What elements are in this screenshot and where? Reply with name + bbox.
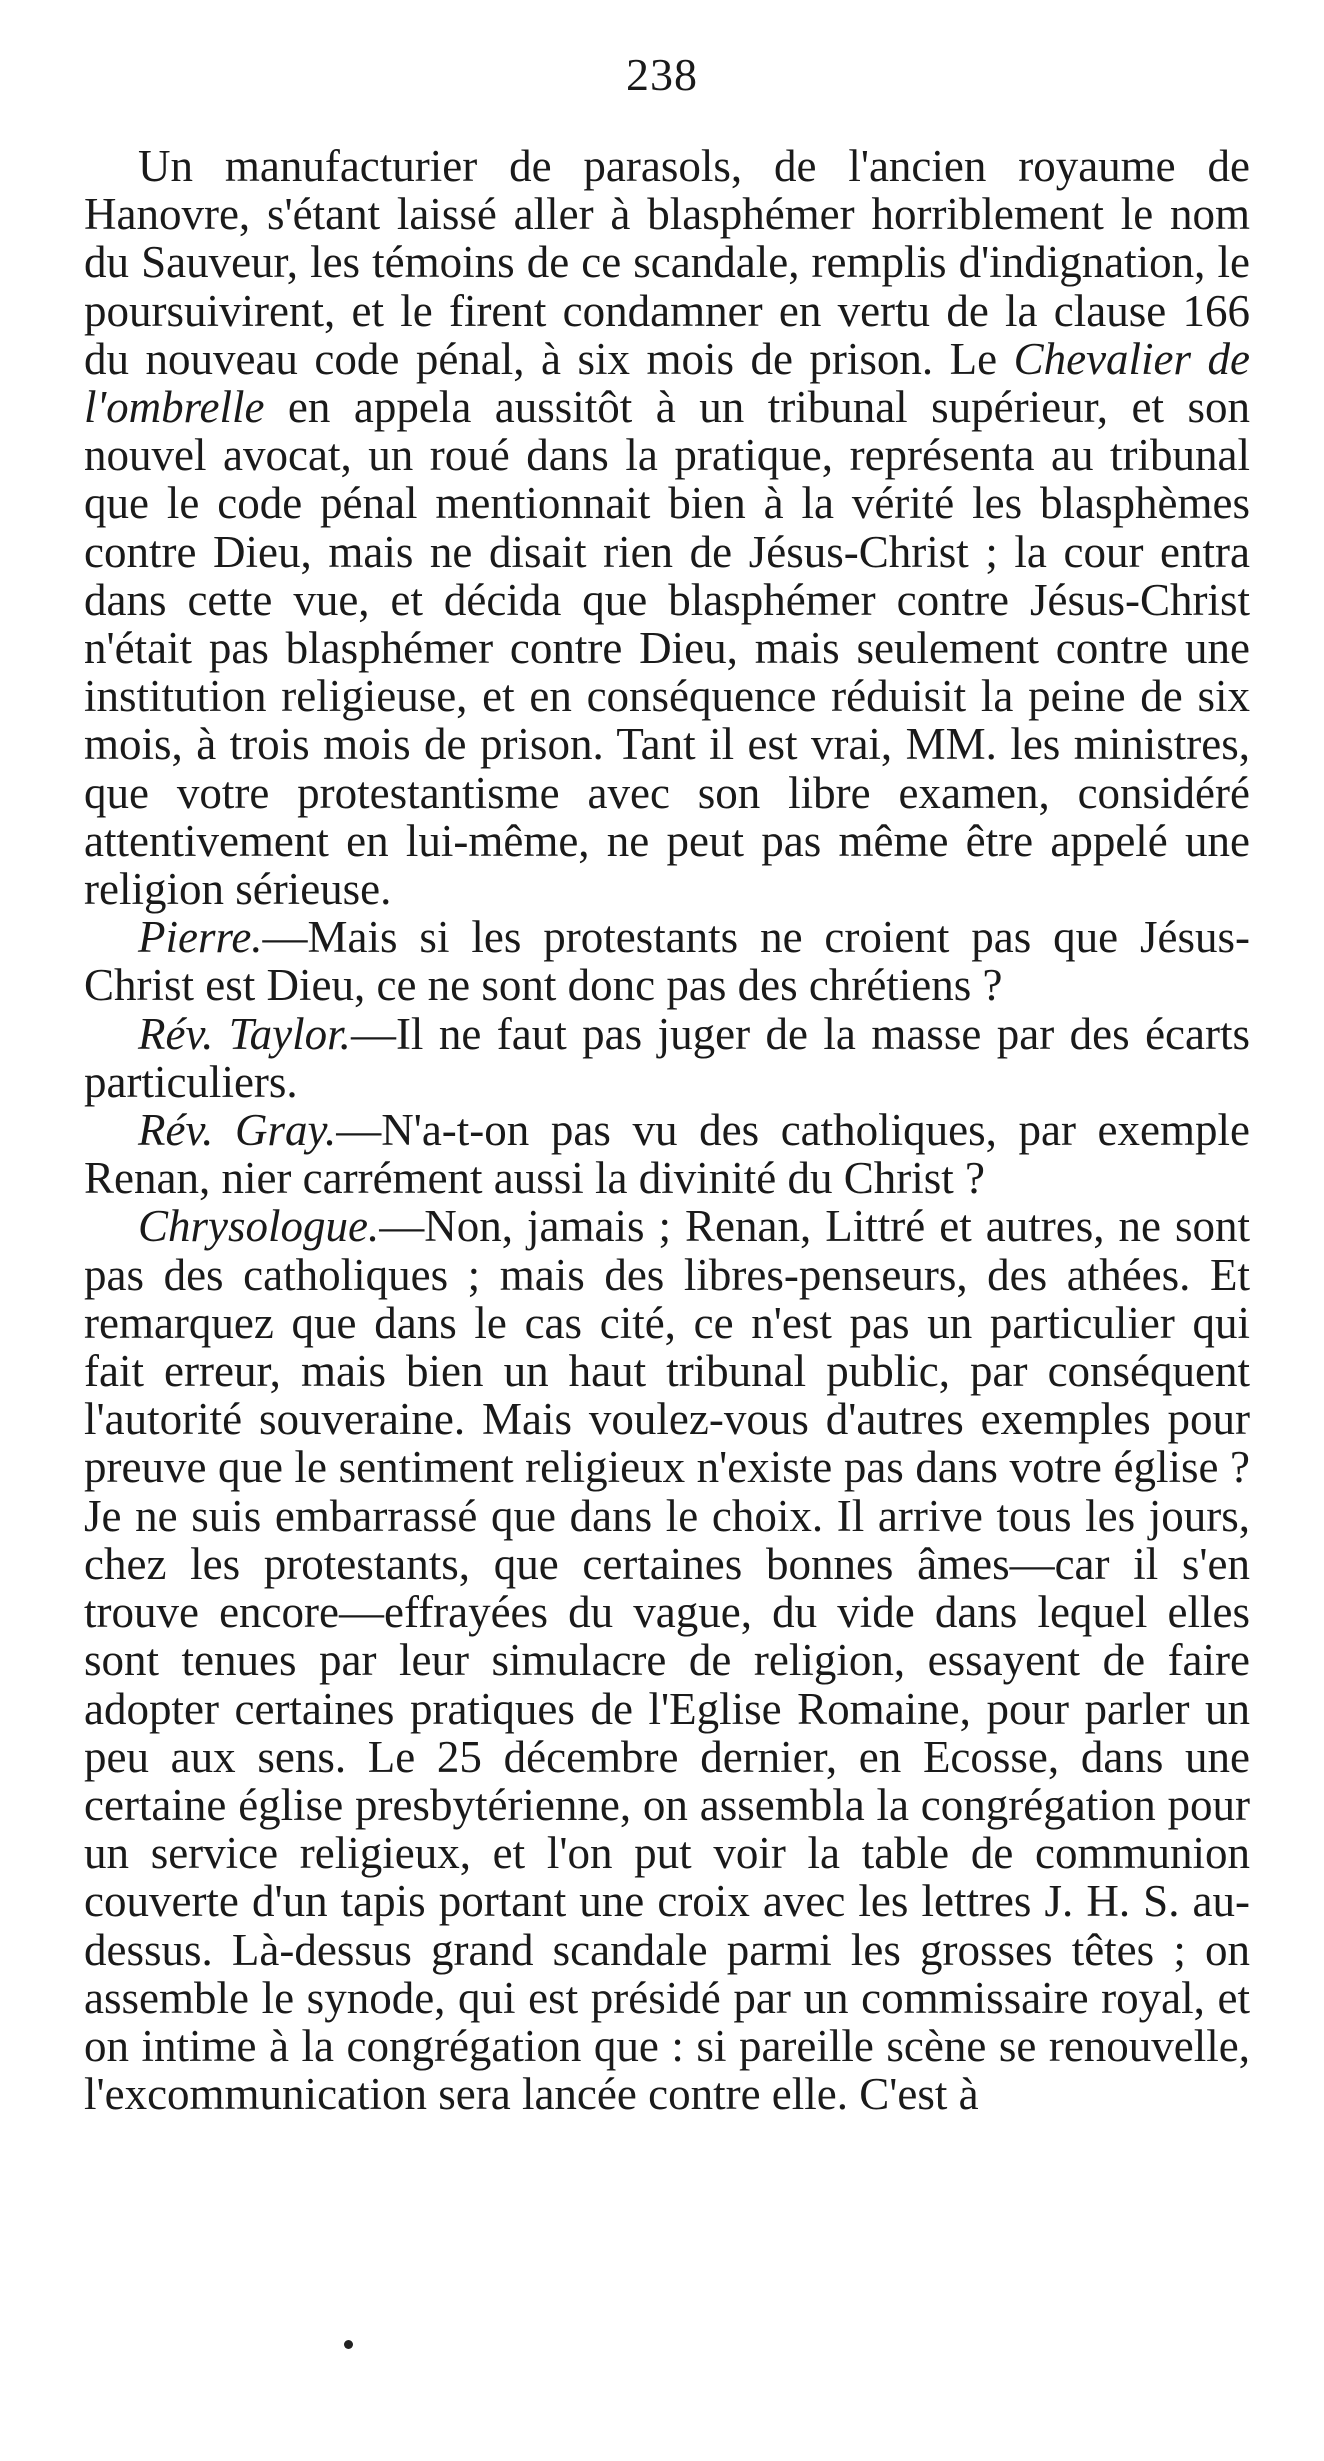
dialogue-text: —Il ne faut pas juger de la masse par des écarts particuliers. [84,1008,1250,1107]
paragraph-pierre [84,913,1250,1009]
speaker-name: Rév. Gray. [138,1105,337,1156]
page-body [84,142,1250,2118]
ink-dot-mark [344,2340,353,2349]
page-number: 238 [626,49,698,100]
speaker-name: Pierre. [138,912,263,963]
speaker-name: Chrysologue. [138,1201,380,1252]
paragraph-rev-taylor [84,1010,1250,1106]
speaker-name: Rév. Taylor. [138,1008,351,1059]
dialogue-text: —Mais si les protestants ne croient pas que Jésus-Christ est Dieu, ce ne sont donc pas des chrétiens ? [84,912,1250,1011]
paragraph-rev-gray [84,1106,1250,1202]
paragraph-chrysologue [84,1202,1250,2118]
paragraph-text: Un manufacturier de parasols, de l'ancien royaume de Hanovre, s'étant laissé aller à blasphémer horriblement le nom du Sauveur, les témoins de ce scandale, remplis d'indignation, le poursuivirent, et le firent condamner en vertu de la clause 166 du nouveau code pénal, à six mois de prison. Le [84,141,1250,384]
dialogue-text: —Non, jamais ; Renan, Littré et autres, ne sont pas des catholiques ; mais des libres-penseurs, des athées. Et remarquez que dans le cas cité, ce n'est pas un particulier qui fait erreur, mais bien un haut tribunal public, par conséquent l'autorité souveraine. Mais voulez-vous d'autres exemples pour preuve que le sentiment religieux n'existe pas dans votre église ? Je ne suis embarrassé que dans le choix. Il arrive tous les jours, chez les protestants, que certaines bonnes âmes—car il s'en trouve encore—effrayées du vague, du vide dans lequel elles sont tenues par leur simulacre de religion, essayent de faire adopter certaines pratiques de l'Eglise Romaine, pour parler un peu aux sens. Le 25 décembre dernier, en Ecosse, dans une certaine église presbytérienne, on assembla la congrégation pour un service religieux, et l'on put voir la table de communion couverte d'un tapis portant une croix avec les lettres J. H. S. au-dessus. Là-dessus grand scandale parmi les grosses têtes ; on assemble le synode, qui est présidé par un commissaire royal, et on intime à la congrégation que : si pareille scène se renouvelle, l'excommunication sera lancée contre elle. C'est à [84,1201,1250,2120]
emphasis-text: Chevalier de l'ombrelle [84,333,1250,433]
paragraph-text-continued: en appela aussitôt à un tribunal supérieur, et son nouvel avocat, un roué dans la pratique, représenta au tribunal que le code pénal mentionnait bien à la vérité les blasphèmes contre Dieu, mais ne disait rien de Jésus-Christ ; la cour entra dans cette vue, et décida que blasphémer contre Jésus-Christ n'était pas blasphémer contre Dieu, mais seulement contre une institution religieuse, et en conséquence réduisit la peine de six mois, à trois mois de prison. Tant il est vrai, MM. les ministres, que votre protestantisme avec son libre examen, considéré attentivement en lui-même, ne peut pas même être appelé une religion sérieuse. [84,382,1250,915]
paragraph-manufacturer-story [84,142,1250,913]
dialogue-text: —N'a-t-on pas vu des catholiques, par exemple Renan, nier carrément aussi la divinité du Christ ? [84,1105,1250,1204]
